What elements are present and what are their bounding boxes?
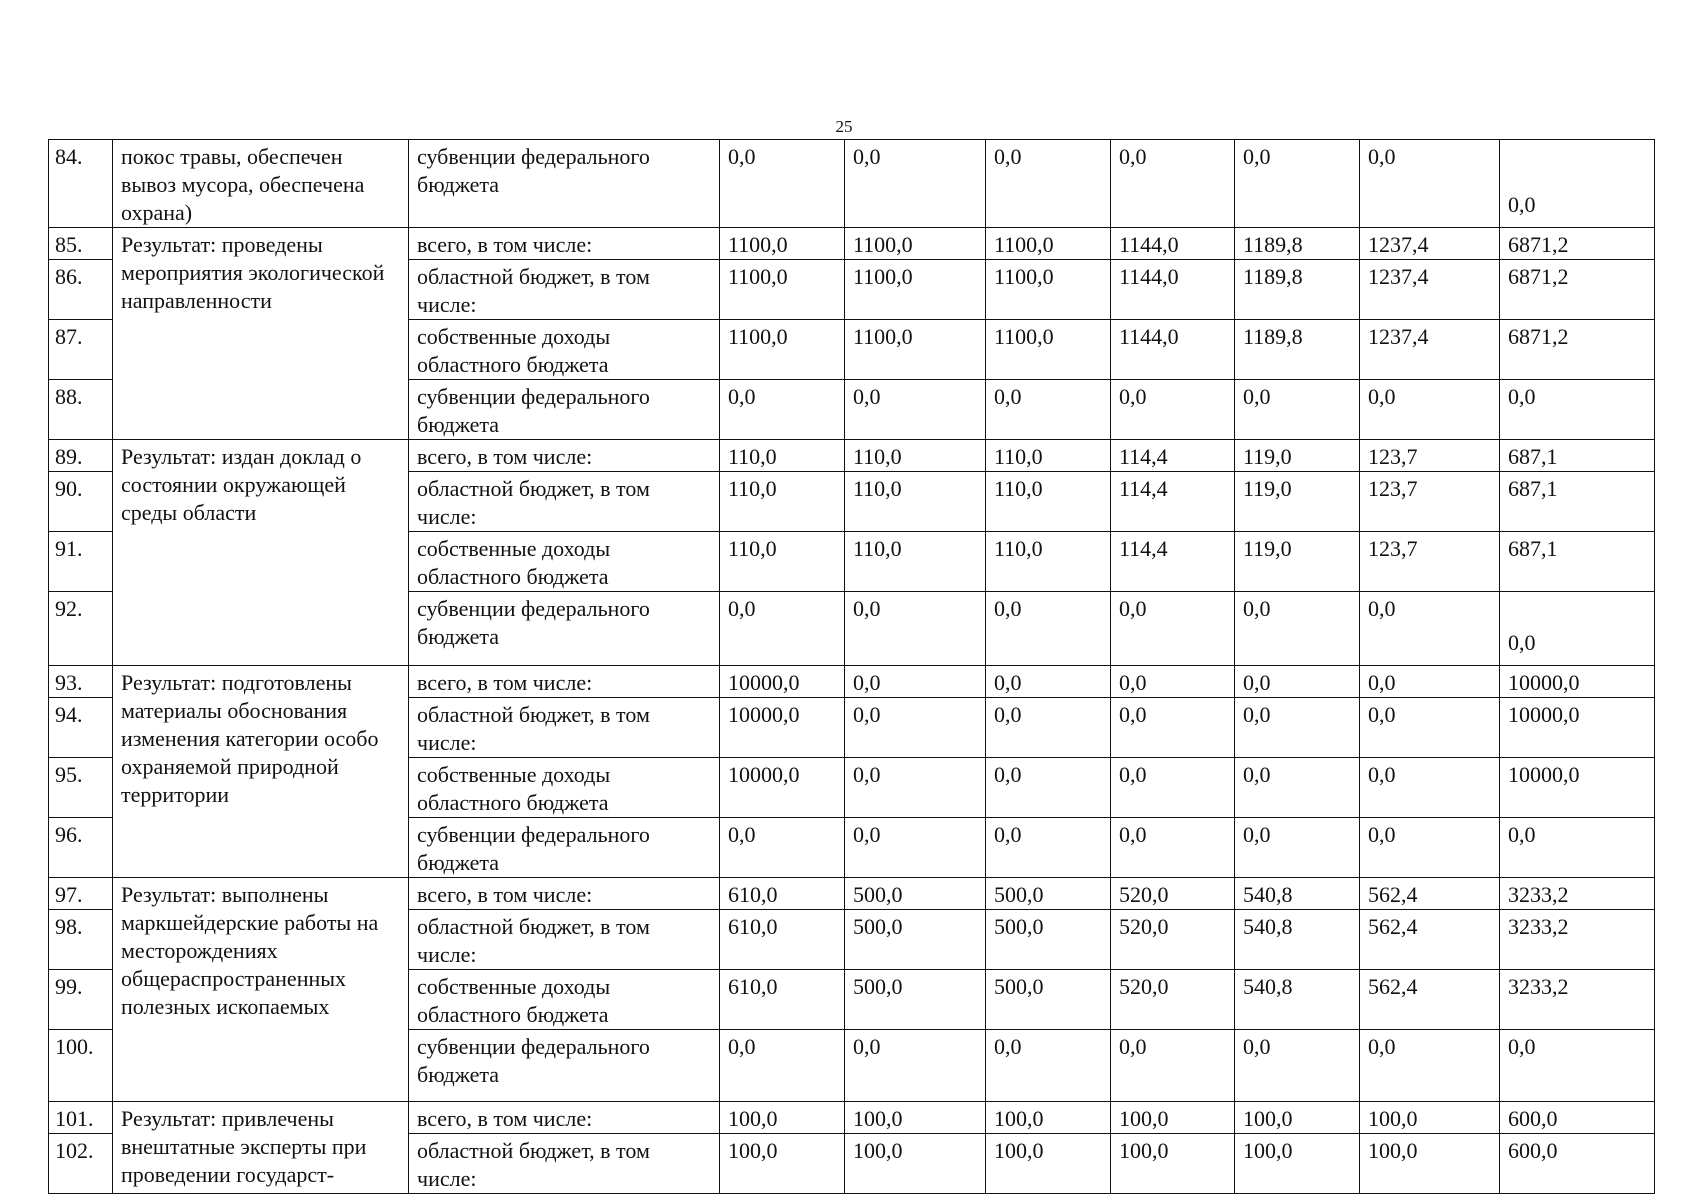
year-value: 0,0 (986, 698, 1111, 758)
year-value: 0,0 (1360, 818, 1500, 878)
year-value: 0,0 (1111, 592, 1235, 666)
funding-source: областной бюджет, в том числе: (409, 472, 720, 532)
year-value: 100,0 (1235, 1134, 1360, 1194)
year-value: 1100,0 (845, 260, 986, 320)
year-value: 0,0 (845, 1030, 986, 1102)
total-value: 687,1 (1500, 472, 1655, 532)
table-body (49, 140, 1655, 1194)
year-value: 0,0 (1360, 698, 1500, 758)
table-row (49, 666, 1655, 698)
year-value: 0,0 (1235, 380, 1360, 440)
funding-source: собственные доходы областного бюджета (409, 532, 720, 592)
year-value: 100,0 (1111, 1102, 1235, 1134)
year-value: 500,0 (845, 910, 986, 970)
result-description: Результат: подготовлены материалы обоснования изменения категории особо охраняемой природной территории (113, 666, 409, 878)
year-value: 100,0 (986, 1134, 1111, 1194)
year-value: 1100,0 (986, 320, 1111, 380)
year-value: 0,0 (1360, 1030, 1500, 1102)
row-number: 99. (49, 970, 113, 1030)
year-value: 110,0 (845, 440, 986, 472)
funding-source: субвенции федерального бюджета (409, 818, 720, 878)
year-value: 0,0 (986, 380, 1111, 440)
year-value: 500,0 (986, 970, 1111, 1030)
year-value: 0,0 (1360, 380, 1500, 440)
year-value: 0,0 (720, 140, 845, 228)
row-number: 85. (49, 228, 113, 260)
funding-source: всего, в том числе: (409, 666, 720, 698)
year-value: 0,0 (720, 592, 845, 666)
funding-source: собственные доходы областного бюджета (409, 970, 720, 1030)
year-value: 0,0 (720, 818, 845, 878)
funding-source: всего, в том числе: (409, 228, 720, 260)
year-value: 123,7 (1360, 440, 1500, 472)
year-value: 0,0 (986, 1030, 1111, 1102)
year-value: 0,0 (1111, 698, 1235, 758)
funding-source: собственные доходы областного бюджета (409, 320, 720, 380)
row-number: 100. (49, 1030, 113, 1102)
row-number: 87. (49, 320, 113, 380)
funding-source: всего, в том числе: (409, 1102, 720, 1134)
year-value: 1237,4 (1360, 260, 1500, 320)
funding-source: всего, в том числе: (409, 440, 720, 472)
year-value: 0,0 (720, 380, 845, 440)
year-value: 110,0 (720, 532, 845, 592)
result-description: Результат: привлечены внештатные эксперты при проведении государст- (113, 1102, 409, 1194)
row-number: 93. (49, 666, 113, 698)
funding-source: областной бюджет, в том числе: (409, 698, 720, 758)
row-number: 90. (49, 472, 113, 532)
year-value: 1237,4 (1360, 228, 1500, 260)
year-value: 0,0 (845, 380, 986, 440)
total-value: 6871,2 (1500, 320, 1655, 380)
total-value: 0,0 (1500, 380, 1655, 440)
row-number: 92. (49, 592, 113, 666)
year-value: 520,0 (1111, 970, 1235, 1030)
year-value: 119,0 (1235, 440, 1360, 472)
year-value: 100,0 (845, 1102, 986, 1134)
year-value: 0,0 (1360, 758, 1500, 818)
budget-table (48, 139, 1655, 1194)
table-row (49, 440, 1655, 472)
year-value: 10000,0 (720, 698, 845, 758)
total-value: 687,1 (1500, 440, 1655, 472)
year-value: 1100,0 (986, 228, 1111, 260)
funding-source: субвенции федерального бюджета (409, 380, 720, 440)
year-value: 100,0 (720, 1102, 845, 1134)
row-number: 95. (49, 758, 113, 818)
table-row (49, 1102, 1655, 1134)
year-value: 500,0 (986, 878, 1111, 910)
year-value: 562,4 (1360, 970, 1500, 1030)
table-row (49, 228, 1655, 260)
year-value: 0,0 (1111, 380, 1235, 440)
year-value: 100,0 (845, 1134, 986, 1194)
year-value: 0,0 (1360, 140, 1500, 228)
year-value: 114,4 (1111, 472, 1235, 532)
year-value: 562,4 (1360, 878, 1500, 910)
year-value: 0,0 (1111, 140, 1235, 228)
year-value: 1144,0 (1111, 228, 1235, 260)
row-number: 94. (49, 698, 113, 758)
row-number: 102. (49, 1134, 113, 1194)
year-value: 610,0 (720, 910, 845, 970)
funding-source: субвенции федерального бюджета (409, 1030, 720, 1102)
year-value: 0,0 (986, 818, 1111, 878)
year-value: 119,0 (1235, 532, 1360, 592)
year-value: 500,0 (845, 970, 986, 1030)
year-value: 100,0 (1360, 1134, 1500, 1194)
year-value: 540,8 (1235, 878, 1360, 910)
year-value: 110,0 (845, 532, 986, 592)
year-value: 10000,0 (720, 666, 845, 698)
year-value: 1100,0 (986, 260, 1111, 320)
year-value: 0,0 (720, 1030, 845, 1102)
year-value: 0,0 (1111, 758, 1235, 818)
result-description: Результат: издан доклад о состоянии окружающей среды области (113, 440, 409, 666)
year-value: 110,0 (986, 440, 1111, 472)
year-value: 0,0 (986, 140, 1111, 228)
year-value: 540,8 (1235, 970, 1360, 1030)
row-number: 96. (49, 818, 113, 878)
year-value: 0,0 (986, 666, 1111, 698)
total-value: 10000,0 (1500, 758, 1655, 818)
total-value: 600,0 (1500, 1102, 1655, 1134)
total-value: 6871,2 (1500, 260, 1655, 320)
year-value: 1189,8 (1235, 260, 1360, 320)
row-number: 84. (49, 140, 113, 228)
year-value: 500,0 (845, 878, 986, 910)
total-value: 3233,2 (1500, 970, 1655, 1030)
year-value: 610,0 (720, 970, 845, 1030)
funding-source: областной бюджет, в том числе: (409, 1134, 720, 1194)
year-value: 0,0 (845, 140, 986, 228)
year-value: 610,0 (720, 878, 845, 910)
row-number: 89. (49, 440, 113, 472)
year-value: 0,0 (1235, 818, 1360, 878)
year-value: 520,0 (1111, 910, 1235, 970)
year-value: 100,0 (1360, 1102, 1500, 1134)
row-number: 98. (49, 910, 113, 970)
total-value: 10000,0 (1500, 698, 1655, 758)
total-value: 3233,2 (1500, 878, 1655, 910)
total-value: 0,0 (1500, 818, 1655, 878)
year-value: 110,0 (845, 472, 986, 532)
year-value: 500,0 (986, 910, 1111, 970)
table-row (49, 878, 1655, 910)
row-number: 88. (49, 380, 113, 440)
year-value: 1189,8 (1235, 320, 1360, 380)
funding-source: всего, в том числе: (409, 878, 720, 910)
year-value: 0,0 (1111, 666, 1235, 698)
year-value: 119,0 (1235, 472, 1360, 532)
year-value: 123,7 (1360, 472, 1500, 532)
year-value: 1237,4 (1360, 320, 1500, 380)
funding-source: областной бюджет, в том числе: (409, 260, 720, 320)
year-value: 100,0 (1111, 1134, 1235, 1194)
year-value: 0,0 (1235, 592, 1360, 666)
year-value: 123,7 (1360, 532, 1500, 592)
year-value: 0,0 (1360, 592, 1500, 666)
year-value: 0,0 (986, 592, 1111, 666)
year-value: 1100,0 (845, 320, 986, 380)
year-value: 1100,0 (720, 320, 845, 380)
year-value: 1144,0 (1111, 260, 1235, 320)
row-number: 86. (49, 260, 113, 320)
total-value: 0,0 (1500, 1030, 1655, 1102)
year-value: 0,0 (1111, 1030, 1235, 1102)
year-value: 520,0 (1111, 878, 1235, 910)
year-value: 0,0 (1111, 818, 1235, 878)
year-value: 110,0 (986, 472, 1111, 532)
total-value: 6871,2 (1500, 228, 1655, 260)
year-value: 1189,8 (1235, 228, 1360, 260)
year-value: 1100,0 (720, 260, 845, 320)
year-value: 110,0 (720, 440, 845, 472)
year-value: 0,0 (986, 758, 1111, 818)
year-value: 0,0 (845, 592, 986, 666)
total-value: 10000,0 (1500, 666, 1655, 698)
year-value: 0,0 (1360, 666, 1500, 698)
row-number: 97. (49, 878, 113, 910)
year-value: 10000,0 (720, 758, 845, 818)
total-value: 3233,2 (1500, 910, 1655, 970)
year-value: 100,0 (720, 1134, 845, 1194)
year-value: 100,0 (1235, 1102, 1360, 1134)
total-value: 0,0 (1500, 592, 1655, 666)
year-value: 1100,0 (720, 228, 845, 260)
funding-source: собственные доходы областного бюджета (409, 758, 720, 818)
year-value: 540,8 (1235, 910, 1360, 970)
year-value: 0,0 (845, 698, 986, 758)
row-number: 101. (49, 1102, 113, 1134)
year-value: 0,0 (1235, 758, 1360, 818)
result-description: покос травы, обеспечен вывоз мусора, обеспечена охрана) (113, 140, 409, 228)
year-value: 0,0 (1235, 1030, 1360, 1102)
year-value: 1144,0 (1111, 320, 1235, 380)
year-value: 0,0 (845, 666, 986, 698)
page-number: 25 (835, 117, 853, 136)
year-value: 0,0 (1235, 666, 1360, 698)
funding-source: субвенции федерального бюджета (409, 140, 720, 228)
year-value: 0,0 (1235, 140, 1360, 228)
funding-source: областной бюджет, в том числе: (409, 910, 720, 970)
result-description: Результат: выполнены маркшейдерские работы на месторождениях общераспространенных полезных ископаемых (113, 878, 409, 1102)
year-value: 114,4 (1111, 532, 1235, 592)
year-value: 0,0 (1235, 698, 1360, 758)
year-value: 1100,0 (845, 228, 986, 260)
total-value: 600,0 (1500, 1134, 1655, 1194)
year-value: 100,0 (986, 1102, 1111, 1134)
funding-source: субвенции федерального бюджета (409, 592, 720, 666)
total-value: 687,1 (1500, 532, 1655, 592)
year-value: 114,4 (1111, 440, 1235, 472)
year-value: 562,4 (1360, 910, 1500, 970)
year-value: 110,0 (720, 472, 845, 532)
year-value: 0,0 (845, 818, 986, 878)
table-row (49, 140, 1655, 228)
row-number: 91. (49, 532, 113, 592)
year-value: 110,0 (986, 532, 1111, 592)
total-value: 0,0 (1500, 140, 1655, 228)
result-description: Результат: проведены мероприятия экологической направленности (113, 228, 409, 440)
year-value: 0,0 (845, 758, 986, 818)
